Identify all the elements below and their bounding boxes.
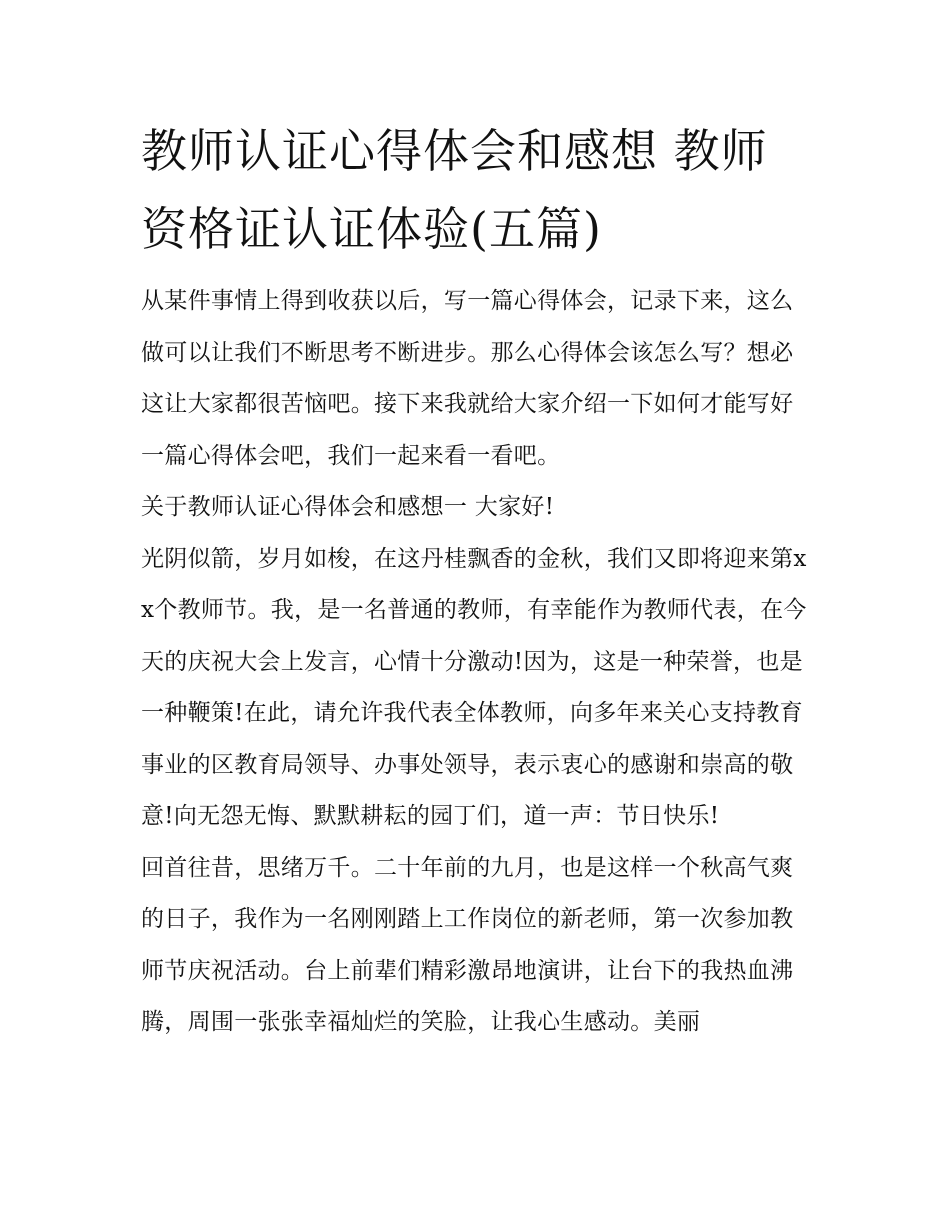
intro-paragraph: 从某件事情上得到收获以后，写一篇心得体会，记录下来，这么做可以让我们不断思考不断进步。那么心得体会该怎么写？想必这让大家都很苦恼吧。接下来我就给大家介绍一下如何才能写好一篇心得体会吧，我们一起来看一看吧。 (141, 288, 794, 469)
body-paragraph: 回首往昔，思绪万千。二十年前的九月，也是这样一个秋高气爽的日子，我作为一名刚刚踏上工作岗位的新老师，第一次参加教师节庆祝活动。台上前辈们精彩激昂地演讲，让台下的我热血沸腾，周围一张张幸福灿烂的笑脸，让我心生感动。美丽 (141, 854, 794, 1035)
document-body (141, 112, 813, 1049)
section-heading-paragraph: 关于教师认证心得体会和感想一 大家好! (141, 494, 555, 520)
body-paragraph: 光阴似箭，岁月如梭，在这丹桂飘香的金秋，我们又即将迎来第xx个教师节。我，是一名普通的教师，有幸能作为教师代表，在今天的庆祝大会上发言，心情十分激动!因为，这是一种荣誉，也是一种鞭策!在此，请允许我代表全体教师，向多年来关心支持教育事业的区教育局领导、办事处领导，表示衷心的感谢和崇高的敬意!向无怨无悔、默默耕耘的园丁们，道一声：节日快乐! (141, 545, 807, 829)
document-title: 教师认证心得体会和感想 教师资格证认证体验(五篇) (141, 124, 768, 256)
